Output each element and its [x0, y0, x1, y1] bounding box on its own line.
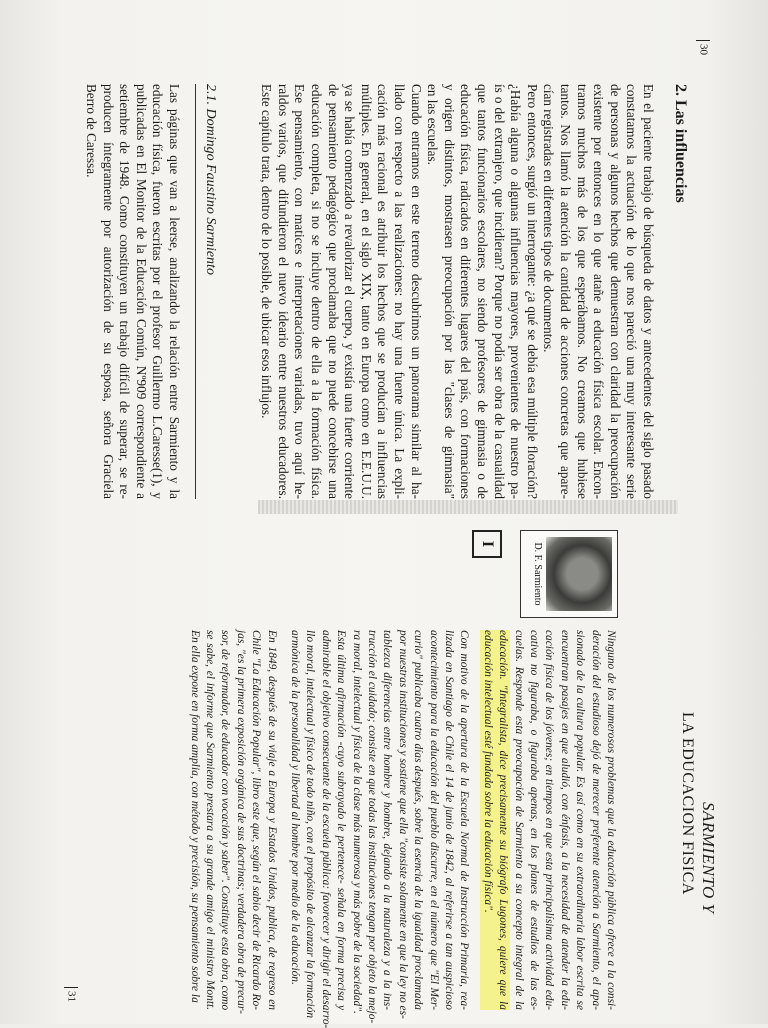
text-line: lizada en Santiago de Chile el 14 de junio de 1842, al referirse a tan auspicioso: [443, 630, 455, 1010]
text-line: ya se había comenzado a revalorizar el cuerpo, y existía una fuerte corriente: [342, 84, 358, 499]
text-line: cación física de los jóvenes; en tiempos en que esta principalísima actividad edu-: [543, 630, 556, 1010]
text-line: producen íntegramente por autorización de su esposa, señora Graciela: [100, 84, 116, 499]
text-line: educación completa, si no se incluye dentro de ella a la formación física.: [309, 84, 324, 499]
text-line: admirable el objetivo consecuente de la escuela pública: favorecer y dirigir el desarro-: [319, 630, 332, 1028]
text-line: ra moral, intelectual y física de la clase más numerosa y más pobre de la sociedad".: [350, 630, 363, 1014]
text-line: tantos. Nos llamó la atención la cantidad de acciones concretas que apare-: [558, 84, 573, 499]
text-line: Ese pensamiento, con matices e interpretaciones variadas, tuvo aquí he-: [292, 84, 308, 499]
portrait-box: [520, 530, 618, 618]
text-line: sor, de reformador, de educador con vocación y saber". Constituye esta obra, como: [219, 630, 232, 1011]
text-line: que tantos funcionarios escolares, no siendo profesores de gimnasia o de: [475, 84, 490, 499]
text-line: publicadas en El Monitor de la Educación Común, Nº909 correspondiente a: [133, 84, 149, 499]
text-line: constatamos la actuación de lo que nos pareció una muy interesante serie: [624, 84, 640, 499]
text-line: Con motivo de la apertura de la Escuela Normal de Instrucción Primaria, rea-: [458, 630, 471, 1010]
chapter-title-line1: SARMIENTO Y: [699, 802, 718, 914]
text-line: múltiples. En general, en el siglo XIX, tanto en Europa como en E.E.U.U.: [358, 84, 374, 499]
text-line: de personas y algunos hechos que demuestran con claridad la preocupación: [607, 84, 623, 499]
portrait-photo: [546, 537, 612, 611]
text-line: Cuando entramos en este terreno descubrimos un panorama similar al ha-: [408, 84, 424, 499]
text-line: tablezca diferencias entre hombre y hombre, dejando a la naturaleza y a la ins-: [381, 630, 394, 1010]
text-line: setiembre de 1948. Como constituyen un trabajo difícil de superar, se re-: [117, 84, 133, 499]
chapter-title-line2: LA EDUCACION FISICA: [679, 712, 696, 895]
text-line: educación intelectual esté fundada sobre la educación física".: [480, 630, 495, 1010]
page-number-right: 31: [64, 987, 78, 1002]
text-line: Esta última afirmación -cuyo subrayado le pertenece- señala en forma precisa y: [335, 630, 348, 1010]
text-line: acontecimiento para la educación del pueblo discurre, en el número que "El Mer-: [427, 630, 440, 1010]
text-line: encuentran pasajes en que aludió, con énfasis, a la necesidad de atender la edu-: [558, 630, 571, 1010]
text-line: Las páginas que van a leerse, analizando la relación entre Sarmiento y la: [167, 84, 182, 499]
text-line: cían registradas en diferentes tipos de documentos.: [541, 84, 557, 353]
text-line: armónica de la personalidad y libertad al hombre por medio de la educación.: [289, 630, 301, 985]
chapter-numeral: I: [472, 530, 502, 558]
text-line: raldos varios, que difundieron el nuevo ideario entre nuestros educadores.: [275, 84, 291, 499]
text-line: Ninguno de los numerosos problemas que la educación pública ofrece a la consi-: [605, 630, 617, 1010]
right-page: [0, 512, 768, 1028]
text-line: y origen distintos, mostrasen preocupación por las "clases de gimnasia": [441, 84, 457, 499]
text-line: llado con respecto a las realizaciones: no hay una fuente única. La expli-: [392, 84, 407, 499]
page-number-left: 30: [696, 40, 710, 55]
text-line: cación más racional es atribuir los hechos que se producían a influencias: [375, 84, 391, 499]
text-line: Pero entonces, surgió un interrogante: ¿a qué se debía esa múltiple floración?: [524, 84, 540, 499]
text-line: ís o del extranjero, que incidieran? Porque no podía ser obra de la casualidad: [491, 84, 507, 499]
text-line: curio" publicaba cuatro días después, sobre la esencia de la igualdad proclamada: [412, 630, 425, 1010]
text-line: llo moral, intelectual y físico de todo niño, con el propósito de alcanzar la formación: [304, 630, 317, 1019]
text-line: en las escuelas.: [425, 84, 441, 165]
text-line: educación física, fueron escritas por el profesor Guillermo L.Caresse(1), y: [150, 84, 166, 499]
text-line: Chile "La Educación Popular", libro este que, según el sabio decir de Ricardo Ro-: [250, 630, 263, 1010]
text-line: Este capítulo trata, dentro de lo posible, de ubicar esos influjos.: [259, 84, 275, 419]
text-line: En 1849, después de su viaje a Europa y Estados Unidos, publica, de regreso en: [265, 630, 278, 1010]
text-line: Berro de Caressa.: [84, 84, 99, 178]
text-line: deración del estudioso dejó de merecer preferente atención a Sarmiento, el apa-: [589, 630, 602, 1010]
text-line: de pensamiento pedagógico que proclamaba que no puede concebirse una: [325, 84, 341, 499]
text-line: existente por entonces en lo que atañe a educación física escolar. Encon-: [591, 84, 607, 499]
text-line: sionado de la cultura popular. Es así como en su extraordinaria labor escrita se: [574, 630, 587, 1010]
subsection-rule: [195, 84, 196, 499]
text-line: tramos muchos más de los que esperábamos. No creamos que hubiese: [574, 84, 590, 499]
subsection-heading: 2.1. Domingo Faustino Sarmiento: [203, 84, 218, 275]
text-line: En el paciente trabajo de búsqueda de datos y antecedentes del siglo pasado: [641, 84, 656, 499]
left-page: [0, 0, 768, 500]
section-heading: 2. Las influencias: [672, 84, 689, 203]
text-line: jas, "es la primera exposición orgánica de sus doctrinas; verdadera obra de precur-: [234, 630, 247, 1014]
text-line: trucción el cuidado; consiste en que todas las instituciones tengan por objeto la mejo-: [366, 630, 378, 1024]
text-line: educación. "Integralista, dice precisamente su biógrafo Lugones, quiere que la: [497, 630, 510, 1010]
text-line: ¿Había alguna o algunas influencias mayores, provenientes de nuestro pa-: [508, 84, 524, 499]
text-line: cuelas. Responde esta preocupación de Sarmiento a su concepto integral de la: [512, 630, 525, 1010]
text-line: cativa no figuraba, o figuraba apenas, en los planes de estudios de las es-: [528, 630, 540, 1010]
portrait-caption: D. F. Sarmiento: [532, 542, 543, 606]
text-line: educación física, radicados en diferentes lugares del país, con formaciones: [458, 84, 474, 499]
text-line: se sabe, el informe que Sarmiento prestara a su grande amigo el ministro Montt.: [204, 630, 216, 1010]
text-line: En ella expone en forma amplia, con método y precisión, su pensamiento sobre la: [188, 630, 201, 1003]
text-line: por nuestras instituciones y sostiene que ella "consiste solamente en que la ley no es-: [396, 630, 409, 1019]
